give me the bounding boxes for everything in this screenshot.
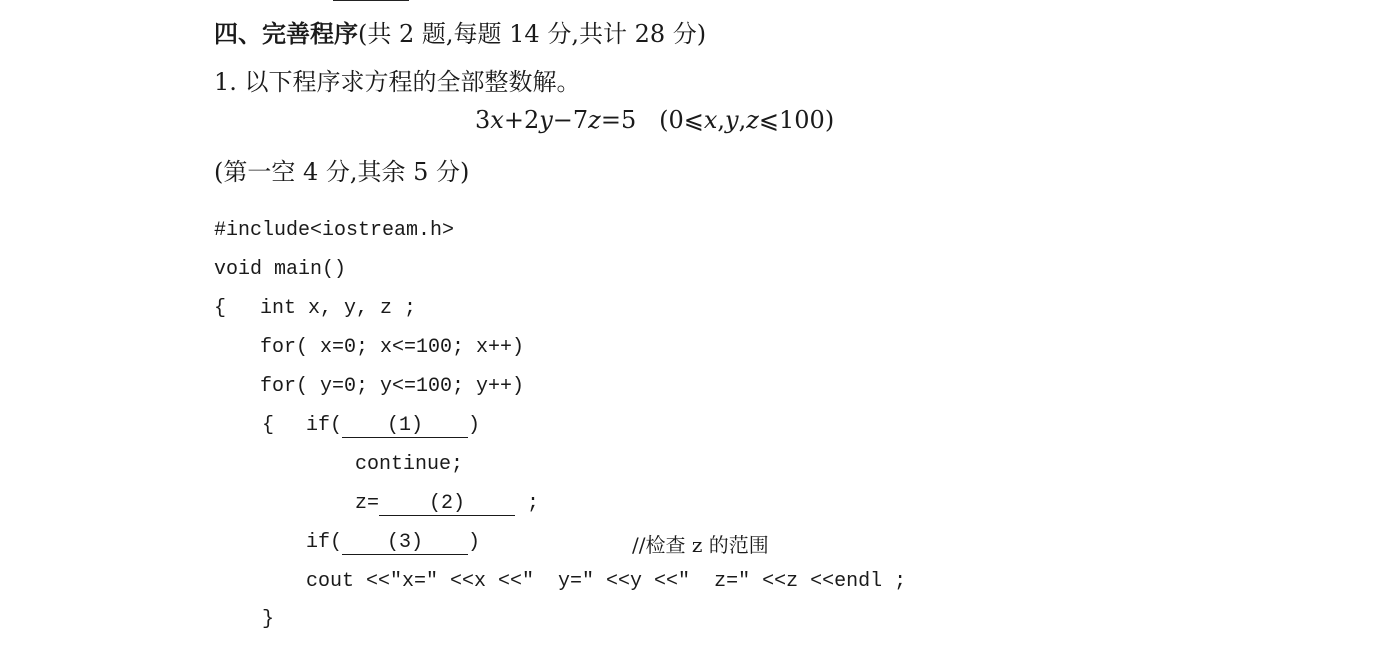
close-paren: ) xyxy=(468,531,481,554)
eq-comma: , xyxy=(717,106,726,134)
eq-range-open: (0⩽ xyxy=(659,106,704,134)
eq-rhs: =5 xyxy=(600,106,637,134)
if-keyword: if( xyxy=(306,414,343,437)
code-line-inner-brace: { xyxy=(262,414,275,437)
eq-coef-3: 3 xyxy=(475,106,491,134)
code-line-brace-open: { xyxy=(214,297,227,320)
semicolon: ; xyxy=(527,492,540,515)
code-line-continue: continue; xyxy=(355,453,464,476)
code-line-main: void main() xyxy=(214,258,347,281)
close-paren: ) xyxy=(468,414,481,437)
code-line-brace-close: } xyxy=(262,608,275,631)
eq-plus-2: +2 xyxy=(503,106,540,134)
code-line-if-1 xyxy=(306,414,480,438)
if-keyword: if( xyxy=(306,531,343,554)
code-line-cout: cout <<"x=" <<x <<" y=" <<y <<" z=" <<z <<endl ; xyxy=(306,570,907,593)
eq-var-y: y xyxy=(539,106,553,134)
equation xyxy=(475,106,834,134)
eq-minus-7: −7 xyxy=(552,106,589,134)
code-line-include: #include<iostream.h> xyxy=(214,219,455,242)
section-title xyxy=(214,14,706,49)
fill-blank-1[interactable]: (1) xyxy=(342,415,468,438)
code-line-decl: int x, y, z ; xyxy=(260,297,417,320)
section-title-bold: 四、完善程序 xyxy=(214,19,358,48)
code-line-for-y: for( y=0; y<=100; y++) xyxy=(260,375,525,398)
eq-comma: , xyxy=(738,106,747,134)
code-comment-range: //检查 z 的范围 xyxy=(632,533,769,557)
code-line-z-assign xyxy=(355,492,539,516)
fill-blank-2[interactable]: (2) xyxy=(379,493,515,516)
fill-blank-3[interactable]: (3) xyxy=(342,532,468,555)
section-title-rest: (共 2 题,每题 14 分,共计 28 分) xyxy=(358,20,707,48)
eq-range-close: ⩽100) xyxy=(758,106,835,134)
eq-range-z: z xyxy=(746,106,759,134)
top-rule xyxy=(333,0,409,1)
eq-range-x: x xyxy=(703,106,718,134)
code-line-if-3 xyxy=(306,531,480,555)
eq-var-x: x xyxy=(490,106,504,134)
code-line-for-x: for( x=0; x<=100; x++) xyxy=(260,336,525,359)
question-text: 1. 以下程序求方程的全部整数解。 xyxy=(214,68,581,96)
scoring-note: (第一空 4 分,其余 5 分) xyxy=(214,158,470,186)
z-assign-label: z= xyxy=(355,492,380,515)
eq-var-z: z xyxy=(588,106,601,134)
eq-range-y: y xyxy=(725,106,739,134)
